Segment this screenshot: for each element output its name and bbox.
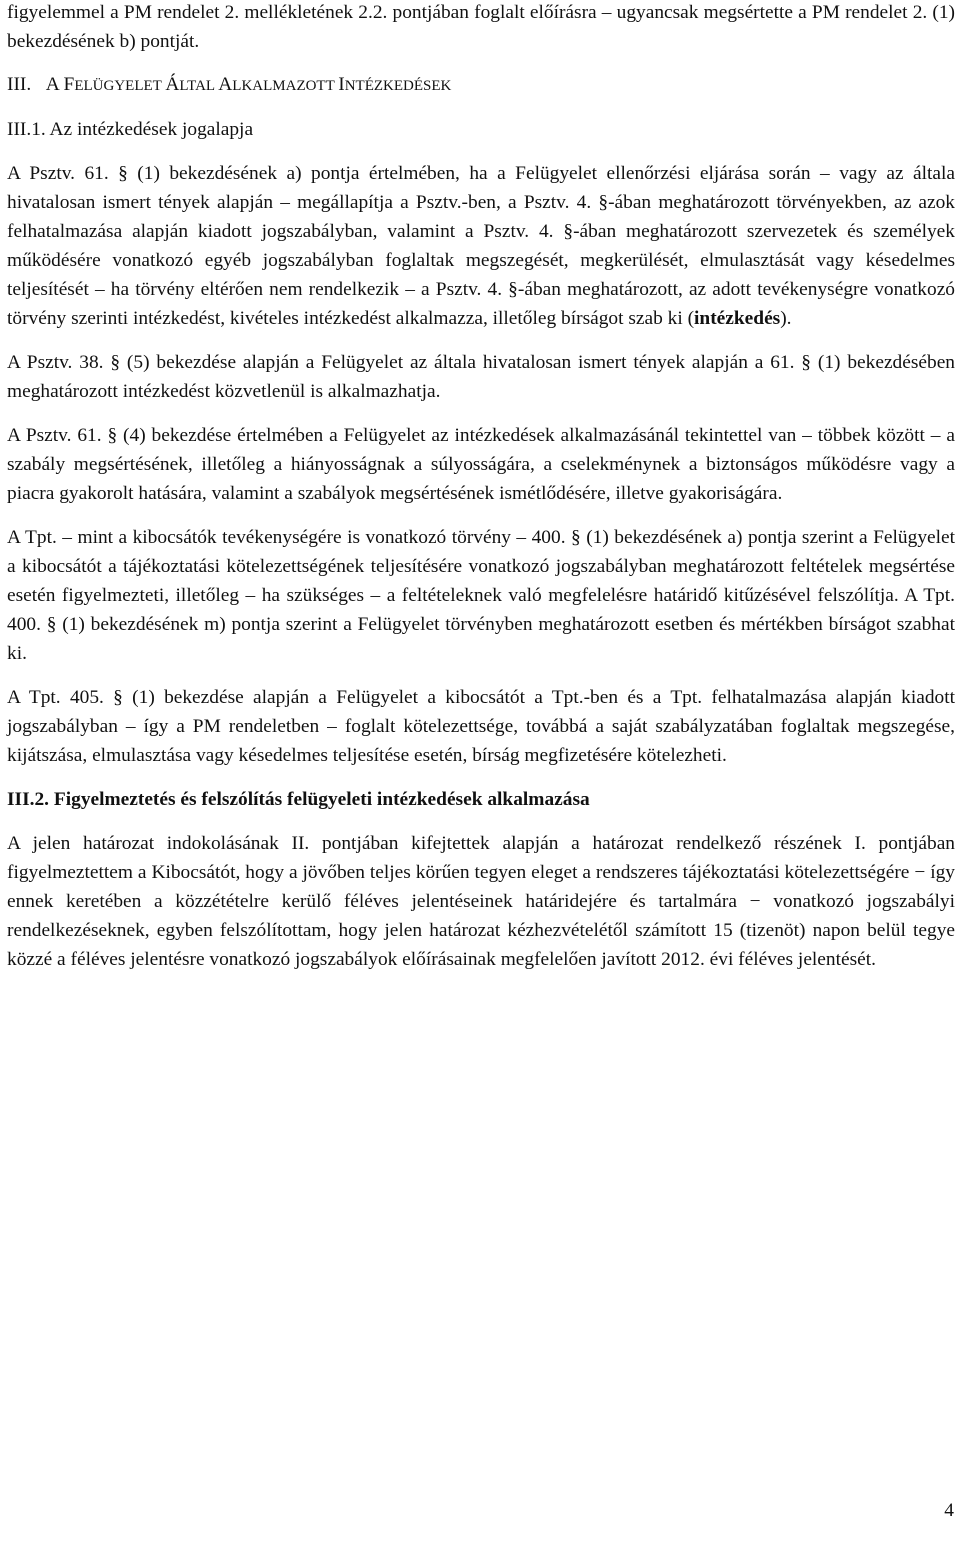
paragraph-warning-decision: A jelen határozat indokolásának II. pontjában kifejtettek alapján a határozat rendelkező részének I. pontjában figyelmeztettem a Kibocsátót, hogy a jövőben teljes körűen tegyen eleget a rendszeres tájékoztatási kötelezettségére − így ennek keretében a közzétételre kerülő féléves jelentéseinek határidejére és tartalmára − vonatkozó jogszabályi rendelkezéseknek, egyben felszólítottam, hogy jelen határozat kézhezvételétől számított 15 (tizenöt) napon belül tegye közzé a féléves jelentésre vonatkozó jogszabályok előírásainak megfelelően javított 2012. évi féléves jelentését. — [7, 833, 955, 970]
paragraph-psztv-61-4: A Psztv. 61. § (4) bekezdése értelmében a Felügyelet az intézkedések alkalmazásánál tekintettel van – többek között – a szabály megsértésének, illetőleg a hiányosságnak a súlyosságára, a cselekménynek a biztonságos működésre vagy a piacra gyakorolt hatására, valamint a szabályok megsértésének ismétlődésére, illetve gyakoriságára. — [7, 425, 955, 504]
section-3-1-number: III.1. — [7, 119, 46, 140]
intezkedes-term: intézkedés — [694, 308, 781, 329]
section-3-2-number: III.2. — [7, 789, 50, 810]
intro-paragraph: figyelemmel a PM rendelet 2. mellékletének 2.2. pontjában foglalt előírásra – ugyancsak megsértette a PM rendelet 2. (1) bekezdésének b) pontját. — [7, 2, 955, 52]
section-3-number: III. — [7, 74, 32, 95]
paragraph-tpt-405: A Tpt. 405. § (1) bekezdése alapján a Felügyelet a kibocsátót a Tpt.-ben és a Tpt. felhatalmazása alapján kiadott jogszabályban – így a PM rendeletben – foglalt kötelezettsége, továbbá a saját szabályzatában foglaltak megszegése, kijátszása, elmulasztása vagy késedelmes teljesítése esetén, bírság megfizetésére kötelezheti. — [7, 687, 955, 766]
page-number: 4 — [944, 1500, 954, 1521]
section-3-2-title: Figyelmeztetés és felszólítás felügyeleti intézkedések alkalmazása — [53, 789, 590, 810]
section-3-title: A FELÜGYELET ÁLTAL ALKALMAZOTT INTÉZKEDÉSEK — [45, 74, 452, 95]
paragraph-tpt-400: A Tpt. – mint a kibocsátók tevékenységére is vonatkozó törvény – 400. § (1) bekezdésének a) pontja szerint a Felügyelet a kibocsátót a tájékoztatási kötelezettségének teljesítésére vonatkozó jogszabályban meghatározott feltételek megsértése esetén figyelmezteti, illetőleg – ha szükséges – a feltételeknek való megfelelésre határidő kitűzésével felszólítja. A Tpt. 400. § (1) bekezdésének m) pontja szerint a Felügyelet törvényben meghatározott esetben és mértékben bírságot szabhat ki. — [7, 527, 955, 664]
document-page — [7, 0, 955, 974]
section-3-1-heading — [7, 115, 955, 144]
section-3-2-heading — [7, 785, 955, 814]
paragraph-psztv-38: A Psztv. 38. § (5) bekezdése alapján a Felügyelet az általa hivatalosan ismert tények alapján a 61. § (1) bekezdésében meghatározott intézkedést közvetlenül is alkalmazhatja. — [7, 352, 955, 402]
section-3-1-title: Az intézkedések jogalapja — [49, 119, 254, 140]
section-3-heading — [7, 70, 955, 101]
paragraph-legal-basis: A Psztv. 61. § (1) bekezdésének a) pontja értelmében, ha a Felügyelet ellenőrzési eljárása során – vagy az általa hivatalosan ismert tények alapján – megállapítja a Psztv.-ben, a Psztv. 4. §-ában meghatározott törvényekben, az azok felhatalmazása alapján kiadott jogszabályban, valamint a Psztv. 4. §-ában meghatározott szervezetek és személyek működésére vonatkozó egyéb jogszabályban foglaltak megszegését, megkerülését, elmulasztását vagy késedelmes teljesítését – ha törvény eltérően nem rendelkezik – a Psztv. 4. §-ában meghatározott, az adott tevékenységre vonatkozó törvény szerinti intézkedést, kivételes intézkedést alkalmazza, illetőleg bírságot szab ki (intézkedés). — [7, 163, 955, 329]
